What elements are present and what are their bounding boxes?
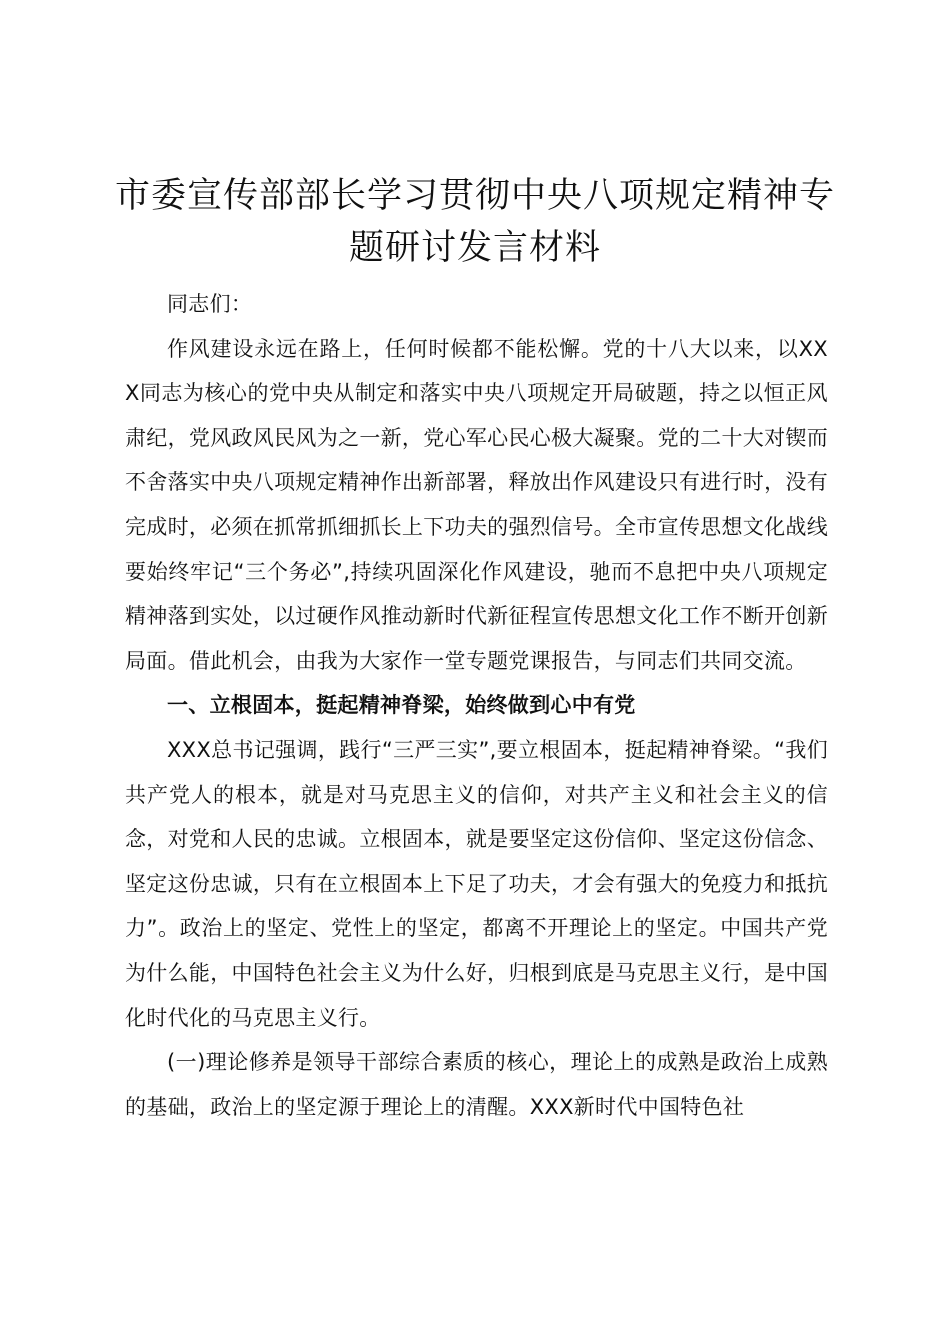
greeting-paragraph: 同志们： (167, 292, 253, 316)
document-body (125, 282, 828, 1129)
section-heading: 一、立根固本，挺起精神脊梁，始终做到心中有党 (167, 693, 636, 718)
body-paragraph: XXX总书记强调，践行“三严三实”,要立根固本，挺起精神脊梁。“我们共产党人的根本，就是对马克思主义的信仰，对共产主义和社会主义的信念，对党和人民的忠诚。立根固本，就是要坚定这份信仰、坚定这份信念、坚定这份忠诚，只有在立根固本上下足了功夫，才会有强大的免疫力和抵抗力”。政治上的坚定、党性上的坚定，都离不开理论上的坚定。中国共产党为什么能，中国特色社会主义为什么好，归根到底是马克思主义行，是中国化时代化的马克思主义行。 (125, 737, 828, 1030)
document-title: 市委宣传部部长学习贯彻中央八项规定精神专题研讨发言材料 (114, 176, 835, 268)
body-paragraph: 作风建设永远在路上，任何时候都不能松懈。党的十八大以来，以XXX同志为核心的党中央从制定和落实中央八项规定开局破题，持之以恒正风肃纪，党风政风民风为之一新，党心军心民心极大凝聚。党的二十大对锲而不舍落实中央八项规定精神作出新部署，释放出作风建设只有进行时，没有完成时，必须在抓常抓细抓长上下功夫的强烈信号。全市宣传思想文化战线要始终牢记“三个务必”,持续巩固深化作风建设，驰而不息把中央八项规定精神落到实处，以过硬作风推动新时代新征程宣传思想文化工作不断开创新局面。借此机会，由我为大家作一堂专题党课报告，与同志们共同交流。 (125, 336, 828, 673)
body-paragraph: (一)理论修养是领导干部综合素质的核心，理论上的成熟是政治上成熟的基础，政治上的坚定源于理论上的清醒。XXX新时代中国特色社 (125, 1050, 828, 1119)
